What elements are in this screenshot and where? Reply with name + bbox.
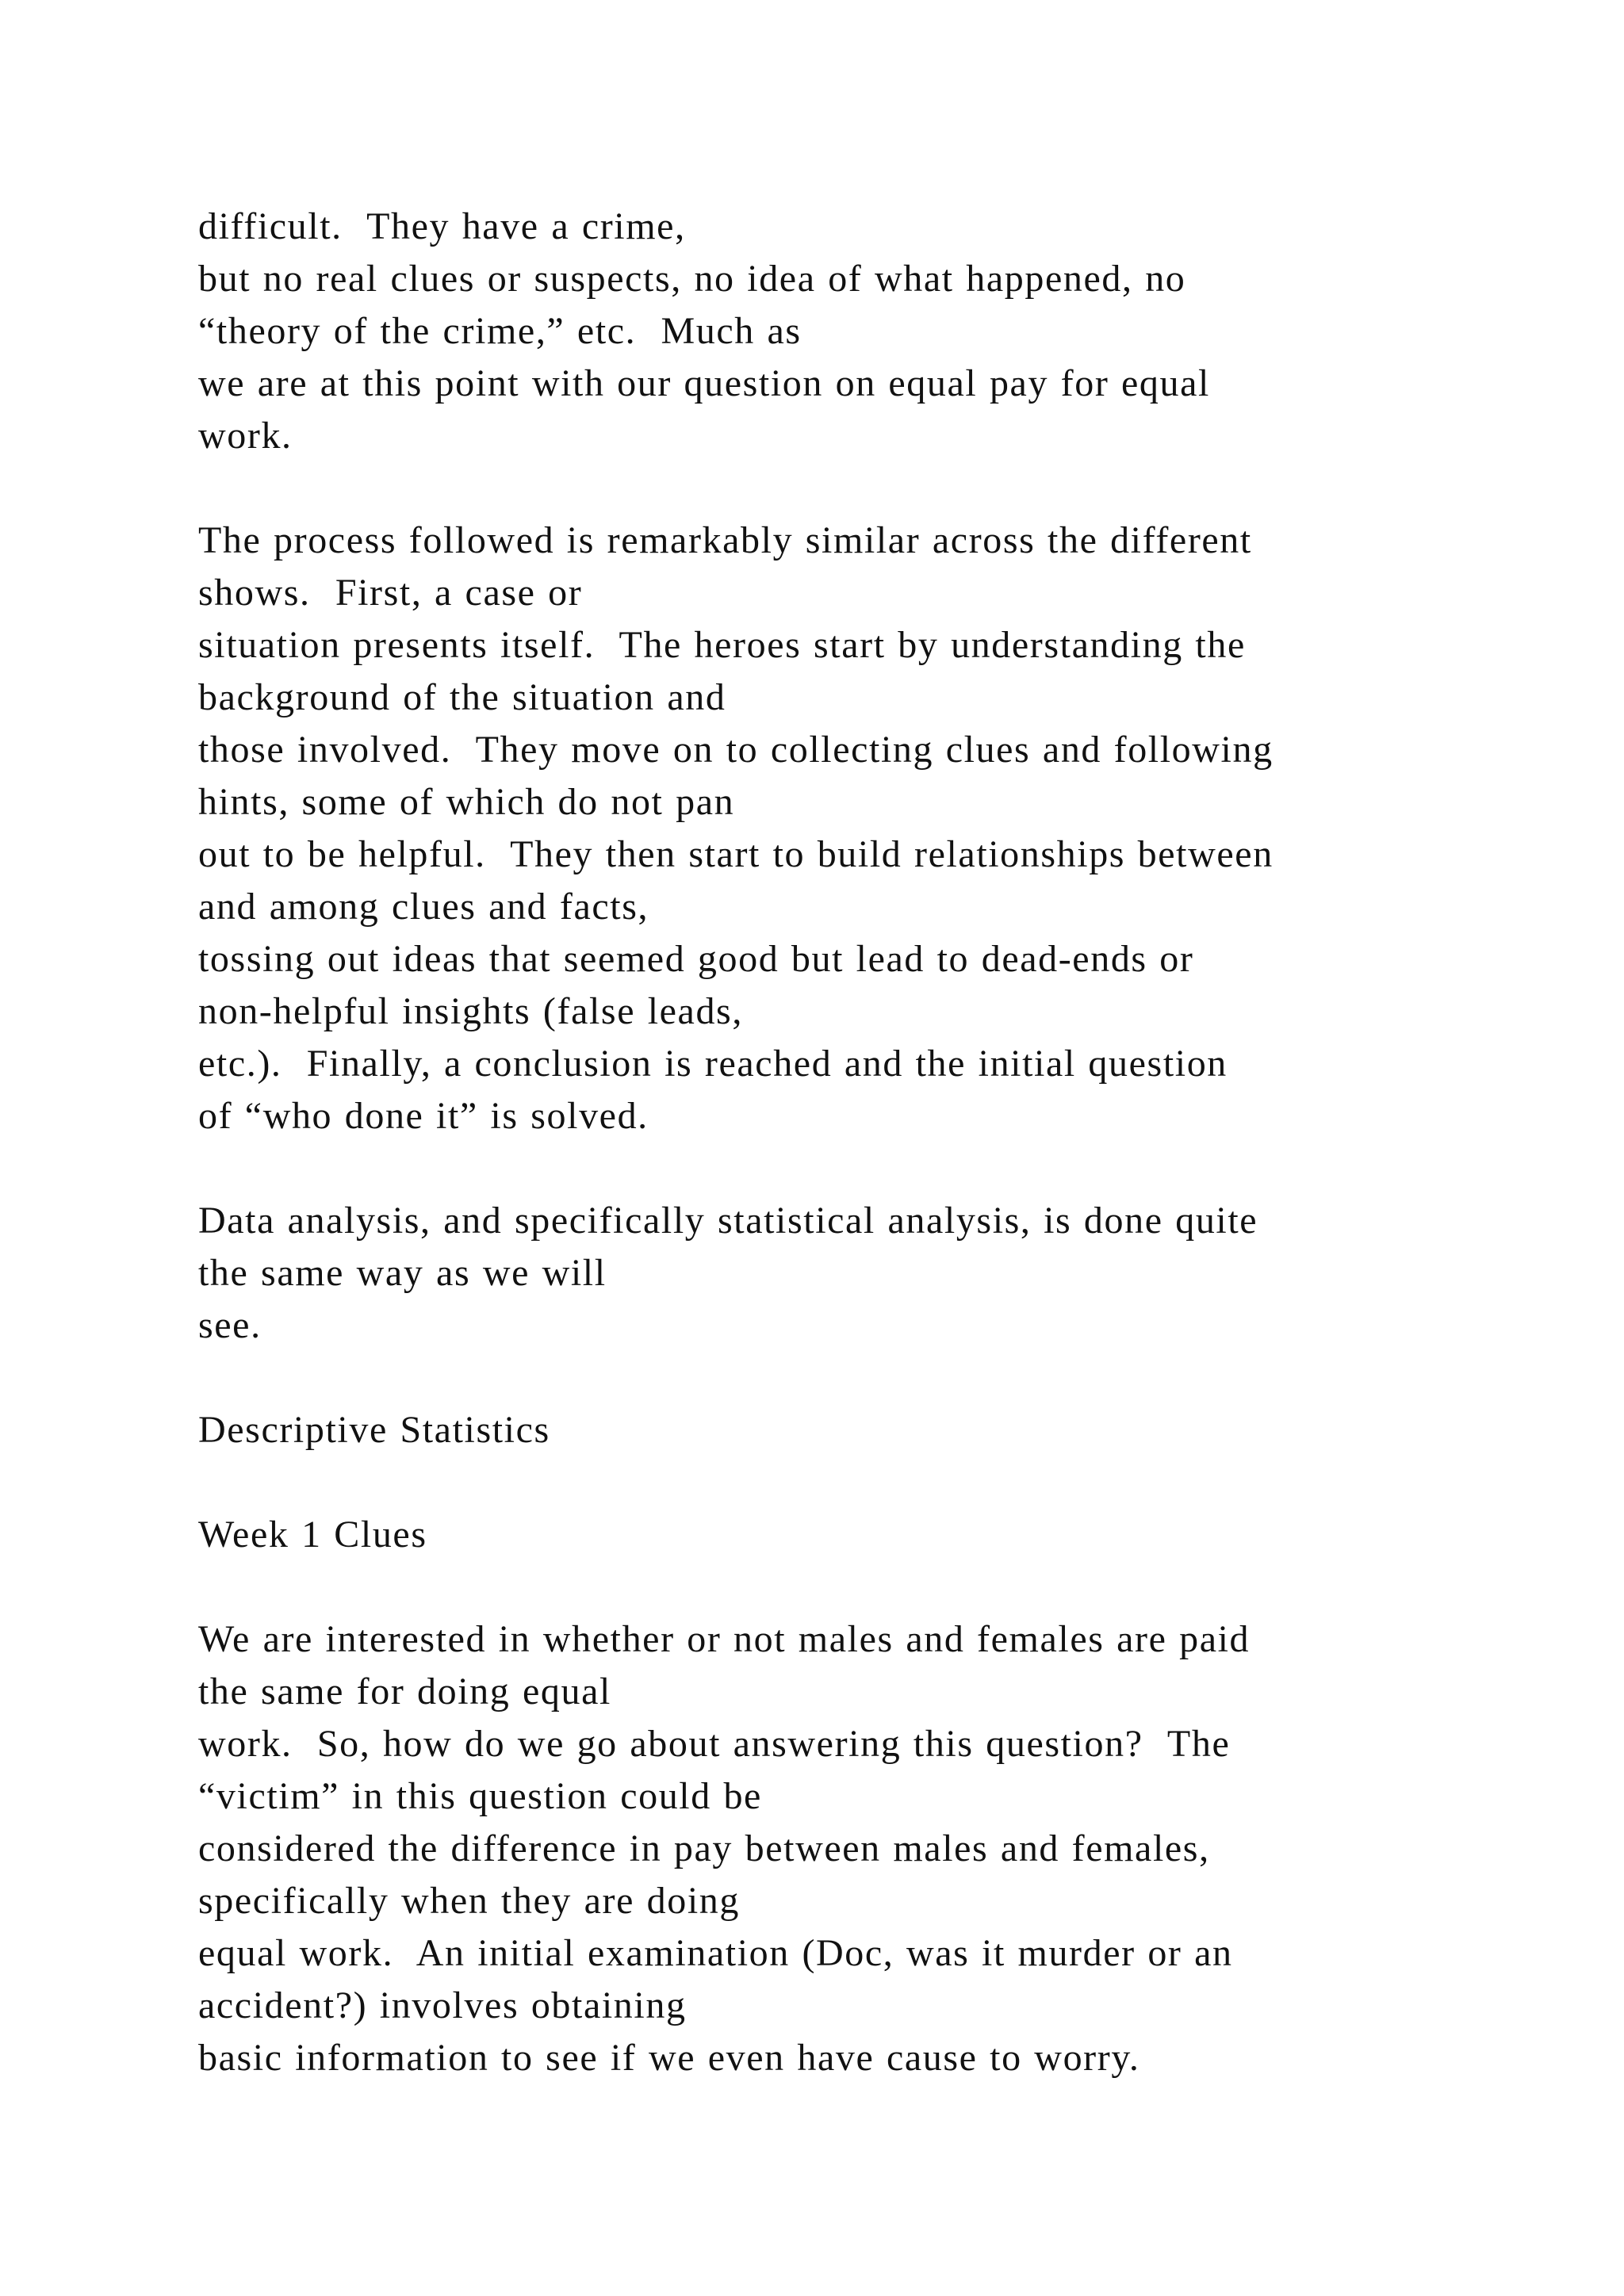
text-line: work. [198, 415, 293, 457]
text-line: those involved. They move on to collecting clues and following [198, 729, 1274, 771]
document-body [198, 201, 1546, 2084]
section-heading [198, 1509, 1546, 1561]
text-line: of “who done it” is solved. [198, 1095, 649, 1137]
text-line: “theory of the crime,” etc. Much as [198, 310, 802, 352]
paragraph-gap [198, 1142, 1546, 1195]
paragraph [198, 515, 1546, 1142]
paragraph-gap [198, 1456, 1546, 1509]
text-line: specifically when they are doing [198, 1880, 740, 1922]
text-line: considered the difference in pay between males and females, [198, 1827, 1210, 1869]
paragraph [198, 1613, 1546, 2084]
text-line: the same way as we will [198, 1252, 607, 1294]
paragraph [198, 201, 1546, 462]
paragraph [198, 1195, 1546, 1352]
text-line: hints, some of which do not pan [198, 781, 735, 823]
text-line: we are at this point with our question on equal pay for equal [198, 362, 1210, 404]
text-line: work. So, how do we go about answering this question? The [198, 1723, 1231, 1765]
section-heading [198, 1404, 1546, 1456]
heading-text: Week 1 Clues [198, 1513, 427, 1556]
text-line: basic information to see if we even have cause to worry. [198, 2037, 1140, 2079]
text-line: accident?) involves obtaining [198, 1984, 687, 2026]
text-line: equal work. An initial examination (Doc, was it murder or an [198, 1932, 1233, 1974]
paragraph-gap [198, 462, 1546, 515]
text-line: the same for doing equal [198, 1670, 611, 1712]
text-line: and among clues and facts, [198, 886, 649, 928]
text-line: shows. First, a case or [198, 572, 583, 614]
text-line: background of the situation and [198, 676, 726, 718]
text-line: etc.). Finally, a conclusion is reached and the initial question [198, 1043, 1228, 1085]
paragraph-gap [198, 1352, 1546, 1404]
text-line: out to be helpful. They then start to build relationships between [198, 833, 1274, 875]
text-line: “victim” in this question could be [198, 1775, 762, 1817]
text-line: see. [198, 1304, 262, 1346]
text-line: Data analysis, and specifically statistical analysis, is done quite [198, 1200, 1258, 1242]
text-line: tossing out ideas that seemed good but lead to dead-ends or [198, 938, 1194, 980]
text-line: difficult. They have a crime, [198, 205, 686, 247]
paragraph-gap [198, 1561, 1546, 1613]
text-line: but no real clues or suspects, no idea of what happened, no [198, 258, 1186, 300]
text-line: non-helpful insights (false leads, [198, 990, 743, 1032]
text-line: The process followed is remarkably similar across the different [198, 519, 1252, 561]
text-line: situation presents itself. The heroes start by understanding the [198, 624, 1246, 666]
heading-text: Descriptive Statistics [198, 1409, 550, 1451]
text-line: We are interested in whether or not males and females are paid [198, 1618, 1251, 1660]
